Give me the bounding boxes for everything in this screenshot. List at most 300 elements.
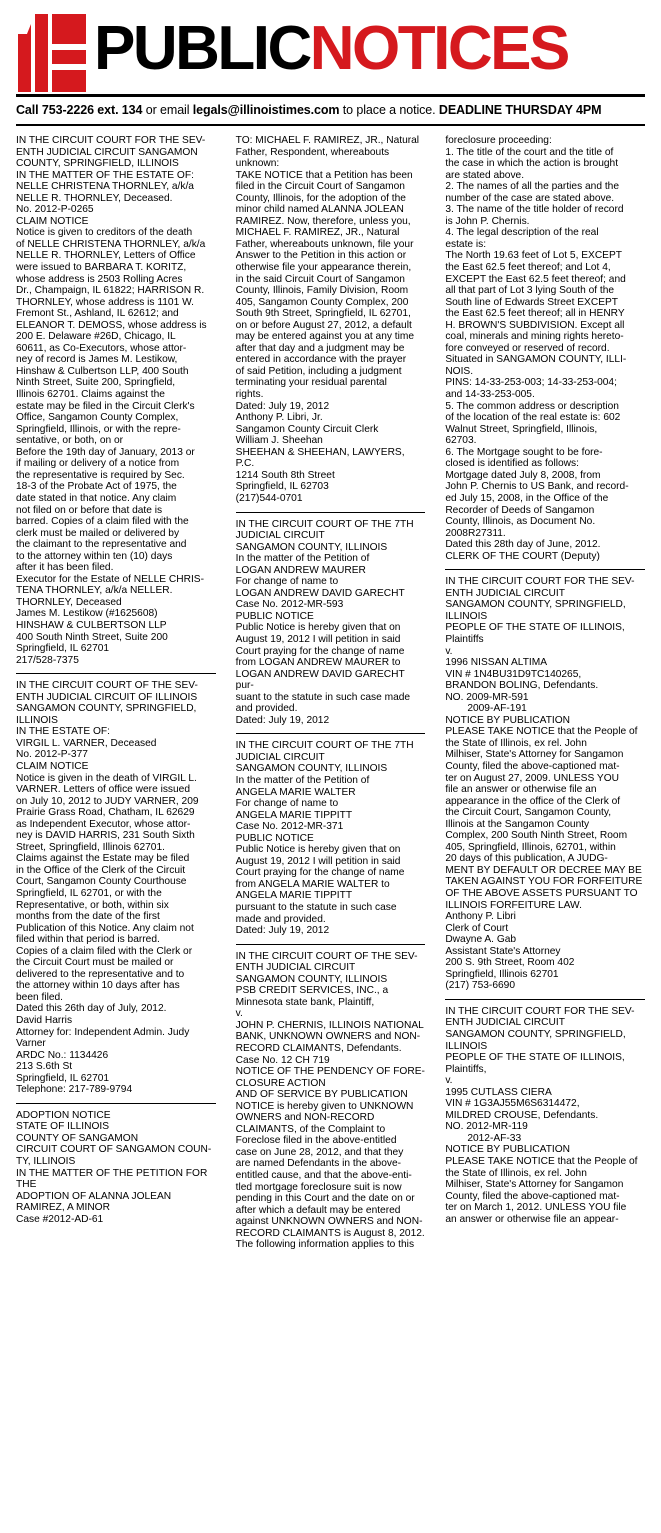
- notice-line: the State of Illinois, ex rel. John: [445, 1167, 587, 1179]
- notice-line: are named Defendants in the above-: [235, 1158, 402, 1170]
- deadline-text: DEADLINE THURSDAY 4PM: [438, 103, 602, 117]
- notice-divider: [445, 569, 645, 570]
- notice-line: PLEASE TAKE NOTICE that the People of: [445, 726, 638, 738]
- notice-line: BRANDON BOLING, Defendants.: [445, 680, 599, 692]
- notice-line: The following information applies to this: [235, 1239, 415, 1251]
- notice-line: Publication of this Notice. Any claim not: [16, 922, 194, 934]
- notice-line: filed in the Circuit Court of Sangamon: [235, 181, 405, 193]
- notice-line: JUDICIAL CIRCUIT: [235, 751, 325, 763]
- notice-line: TAKE NOTICE that a Petition has been: [235, 169, 413, 181]
- notice-line: estate may be filed in the Circuit Clerk's: [16, 400, 195, 412]
- notice-line: the claimant to the representative and: [16, 539, 187, 551]
- notice-line: SANGAMON COUNTY, SPRINGFIELD,: [445, 599, 626, 611]
- notice-line: of NELLE CHRISTENA THORNLEY, a/k/a: [16, 238, 206, 250]
- notice-line: ADOPTION NOTICE: [16, 1109, 111, 1121]
- notice-line: (217)544-0701: [235, 492, 303, 504]
- notice-divider: [445, 999, 645, 1000]
- notice-line: SANGAMON COUNTY, ILLINOIS: [235, 973, 388, 985]
- notice-line: 1214 South 8th Street: [235, 469, 335, 481]
- notice-line: if mailing or delivery of a notice from: [16, 458, 180, 470]
- notice-line: minor child named ALANNA JOLEAN: [235, 204, 404, 216]
- notice-line: SANGAMON COUNTY, SPRINGFIELD,: [16, 703, 197, 715]
- notice-line: v.: [235, 1008, 243, 1020]
- notice-line: entered in accordance with the prayer: [235, 354, 407, 366]
- notice-line: fore conveyed or reserved of record.: [445, 342, 610, 354]
- notice-line: been filed.: [16, 991, 64, 1003]
- notice-line: months from the date of the first: [16, 911, 160, 923]
- legal-notice: [236, 135, 426, 505]
- notice-line: delivered to the representative and to: [16, 968, 185, 980]
- notice-line: LOGAN ANDREW DAVID GARECHT pur-: [235, 668, 405, 692]
- notice-line: PEOPLE OF THE STATE OF ILLINOIS,: [445, 1052, 625, 1064]
- notice-line: Notice is given in the death of VIRGIL L.: [16, 772, 197, 784]
- notice-line: Foreclose filed in the above-entitled: [235, 1135, 397, 1147]
- notice-line: No. 2012-P-0265: [16, 204, 94, 216]
- notice-line: Office, Sangamon County Complex,: [16, 412, 179, 424]
- notice-line: IN THE CIRCUIT COURT OF THE 7TH: [235, 740, 414, 752]
- notice-line: the Circuit Court must be mailed or: [16, 957, 174, 969]
- notice-line: EXCEPT the East 62.5 feet thereof; and: [445, 273, 626, 285]
- notice-line: 2. The names of all the parties and the: [445, 181, 619, 193]
- notice-line: appearance in the office of the Clerk of: [445, 795, 621, 807]
- notice-line: IN THE CIRCUIT COURT OF THE 7TH: [235, 518, 414, 530]
- notice-line: 1995 CUTLASS CIERA: [445, 1086, 552, 1098]
- notice-line: Dated this 28th day of June, 2012.: [445, 539, 601, 551]
- notice-line: 200 S. 9th Street, Room 402: [445, 957, 575, 969]
- notice-line: IN THE CIRCUIT COURT FOR THE SEV-: [445, 576, 635, 588]
- notice-line: Situated in SANGAMON COUNTY, ILLI-: [445, 354, 627, 366]
- notice-line: IN THE CIRCUIT COURT FOR THE SEV-: [16, 135, 206, 146]
- notice-line: the East 62.5 feet thereof; and Lot 4,: [445, 262, 611, 274]
- notice-line: SANGAMON COUNTY, SPRINGFIELD,: [445, 1029, 626, 1041]
- contact-phone: Call 753-2226 ext. 134: [16, 103, 143, 117]
- notice-line: PINS: 14-33-253-003; 14-33-253-004;: [445, 377, 617, 389]
- notice-line: SANGAMON COUNTY, ILLINOIS: [235, 763, 388, 775]
- notice-line: COUNTY OF SANGAMON: [16, 1132, 139, 1144]
- notice-line: Illinois 62701. Claims against the: [16, 389, 165, 401]
- notice-line: rights.: [235, 389, 264, 401]
- notice-line: Copies of a claim filed with the Clerk or: [16, 945, 193, 957]
- notice-line: CLOSURE ACTION: [235, 1077, 326, 1089]
- notice-line: RAMIREZ. Now, therefore, unless you,: [235, 215, 411, 227]
- notice-line: Dated this 26th day of July, 2012.: [16, 1003, 167, 1015]
- notice-line: ILLINOIS FORFEITURE LAW.: [445, 899, 582, 911]
- notice-line: ENTH JUDICIAL CIRCUIT OF ILLINOIS: [16, 691, 198, 703]
- contact-line: [16, 97, 645, 124]
- notice-line: 2008R27311.: [445, 527, 506, 539]
- legal-notice: [236, 951, 426, 1251]
- notice-line: Varner: [16, 1038, 46, 1050]
- notice-line: OWNERS and NON-RECORD: [235, 1112, 375, 1124]
- notice-line: LOGAN ANDREW MAURER: [235, 564, 366, 576]
- notice-line: ney is DAVID HARRIS, 231 South Sixth: [16, 830, 195, 842]
- notice-line: ter on August 27, 2009. UNLESS YOU: [445, 772, 619, 784]
- masthead-rule-bottom: [16, 124, 645, 126]
- notice-line: made and provided.: [235, 913, 326, 925]
- notice-line: ter on March 1, 2012. UNLESS YOU file: [445, 1202, 627, 1214]
- notice-line: RECORD CLAIMANTS is August 8, 2012.: [235, 1227, 425, 1239]
- notice-line: coal, minerals and mining rights hereto-: [445, 331, 624, 343]
- notice-line: Father, Respondent, whereabouts: [235, 146, 390, 158]
- notice-line: August 19, 2012 I will petition in said: [235, 633, 401, 645]
- notice-line: to the attorney within ten (10) days: [16, 550, 173, 562]
- notice-line: South line of Edwards Street EXCEPT: [445, 296, 619, 308]
- notice-line: Milhiser, State's Attorney for Sangamon: [445, 749, 624, 761]
- notice-line: CLERK OF THE COURT (Deputy): [445, 550, 600, 562]
- notice-line: all that part of Lot 3 lying South of the: [445, 285, 615, 297]
- legal-notice: [16, 1110, 216, 1225]
- notice-line: the State of Illinois, ex rel. John: [445, 737, 587, 749]
- page-title: [94, 16, 645, 82]
- notice-divider: [16, 1103, 216, 1104]
- notice-line: sentative, or both, on or: [16, 435, 124, 447]
- notice-line: RECORD CLAIMANTS, Defendants.: [235, 1043, 402, 1055]
- column-3: [435, 135, 645, 1251]
- notice-line: NELLE CHRISTENA THORNLEY, a/k/a: [16, 181, 194, 193]
- notice-line: Representative, or both, within six: [16, 899, 169, 911]
- notice-line: as Independent Executor, whose attor-: [16, 818, 191, 830]
- notice-line: NOIS.: [445, 365, 474, 377]
- legal-notice: [16, 680, 216, 1096]
- notice-line: County, Illinois, as Document No.: [445, 516, 596, 528]
- notice-line: Executor for the Estate of NELLE CHRIS-: [16, 573, 204, 585]
- notice-line: ed July 15, 2008, in the Office of the: [445, 492, 609, 504]
- notice-line: the Circuit Court, Sangamon County,: [445, 807, 612, 819]
- notice-line: JUDICIAL CIRCUIT: [235, 530, 325, 542]
- notice-columns: [16, 135, 645, 1251]
- legal-notice: [445, 1006, 645, 1225]
- notice-line: David Harris: [16, 1015, 73, 1027]
- notice-line: an answer or otherwise file an appear-: [445, 1213, 619, 1225]
- notice-line: 217/528-7375: [16, 654, 79, 666]
- notice-line: Illinois at the Sangamon County: [445, 818, 590, 830]
- notice-line: Case No. 2012-MR-371: [235, 821, 344, 833]
- notice-line: 200 E. Delaware #26D, Chicago, IL: [16, 331, 176, 343]
- column-2: [226, 135, 436, 1251]
- notice-line: NOTICE is hereby given to UNKNOWN: [235, 1100, 414, 1112]
- notice-line: 18-3 of the Probate Act of 1975, the: [16, 481, 177, 493]
- notice-line: Notice is given to creditors of the death: [16, 227, 193, 239]
- notice-line: 400 South Ninth Street, Suite 200: [16, 631, 168, 643]
- notice-line: v.: [445, 645, 453, 657]
- notice-line: For change of name to: [235, 576, 339, 588]
- legal-notice: [236, 740, 426, 936]
- notice-line: 1. The title of the court and the title of: [445, 146, 614, 158]
- notice-line: Public Notice is hereby given that on: [235, 844, 401, 856]
- notice-line: County, Illinois, Family Division, Room: [235, 285, 409, 297]
- notice-line: THE: [16, 1179, 37, 1191]
- notice-line: and 14-33-253-005.: [445, 389, 535, 401]
- notice-line: CLAIM NOTICE: [16, 760, 89, 772]
- notice-line: (217) 753-6690: [445, 980, 515, 992]
- notice-line: barred. Copies of a claim filed with the: [16, 516, 189, 528]
- notice-line: and provided.: [235, 703, 298, 715]
- notice-line: against UNKNOWN OWNERS and NON-: [235, 1216, 423, 1228]
- notice-line: NELLE R. THORNLEY, Deceased.: [16, 192, 173, 204]
- notice-line: TENA THORNLEY, a/k/a NELLER.: [16, 585, 173, 597]
- notice-line: Springfield, Illinois, or with the repre-: [16, 423, 181, 435]
- notice-line: ILLINOIS: [445, 1040, 488, 1052]
- notice-line: ney of record is James M. Lestikow,: [16, 354, 178, 366]
- notice-line: foreclosure proceeding:: [445, 135, 552, 146]
- legal-notice: [445, 135, 645, 562]
- notice-line: 213 S.6th St: [16, 1061, 73, 1073]
- notice-line: MENT BY DEFAULT OR DECREE MAY BE: [445, 864, 642, 876]
- notice-line: Recorder of Deeds of Sangamon: [445, 504, 595, 516]
- masthead-title-wrap: [94, 14, 645, 82]
- notice-line: Plaintiffs,: [445, 1063, 487, 1075]
- notice-line: VARNER. Letters of office were issued: [16, 784, 191, 796]
- notice-line: LOGAN ANDREW DAVID GARECHT: [235, 587, 405, 599]
- title-notices: NOTICES: [309, 14, 568, 83]
- notice-line: 3. The name of the title holder of record: [445, 204, 624, 216]
- notice-line: Street, Springfield, Illinois 62701.: [16, 841, 165, 853]
- notice-line: CLAIM NOTICE: [16, 215, 89, 227]
- notice-line: Hinshaw & Culbertson LLP, 400 South: [16, 365, 189, 377]
- notice-line: filed within that period is barred.: [16, 934, 160, 946]
- notice-line: after which a default may be entered: [235, 1204, 401, 1216]
- contact-tail: to place a notice.: [339, 103, 439, 117]
- notice-line: SHEEHAN & SHEEHAN, LAWYERS, P.C.: [235, 446, 405, 470]
- notice-line: of said Petition, including a judgment: [235, 365, 402, 377]
- notice-line: 1996 NISSAN ALTIMA: [445, 657, 548, 669]
- notice-line: MILDRED CROUSE, Defendants.: [445, 1109, 599, 1121]
- notice-line: terminating your residual parental: [235, 377, 387, 389]
- column-1: [16, 135, 226, 1251]
- notice-line: IN THE MATTER OF THE ESTATE OF:: [16, 169, 194, 181]
- notice-line: Ninth Street, Suite 200, Springfield,: [16, 377, 176, 389]
- notice-line: Sangamon County Circuit Clerk: [235, 423, 379, 435]
- notice-line: 5. The common address or description: [445, 400, 619, 412]
- legal-notice: [16, 135, 216, 666]
- notice-line: in the said Circuit Court of Sangamon: [235, 273, 405, 285]
- notice-line: Complex, 200 South Ninth Street, Room: [445, 830, 628, 842]
- notice-line: HINSHAW & CULBERTSON LLP: [16, 619, 167, 631]
- notice-line: the East 62.5 feet thereof; all in HENRY: [445, 308, 625, 320]
- notice-line: clerk must be mailed or delivered by: [16, 527, 180, 539]
- notice-line: County, filed the above-captioned mat-: [445, 1190, 620, 1202]
- notice-line: is John P. Chernis.: [445, 215, 530, 227]
- notice-line: Anthony P. Libri, Jr.: [235, 412, 323, 424]
- notice-line: Fremont St., Ashland, IL 62612; and: [16, 308, 179, 320]
- notice-line: number of the case are stated above.: [445, 192, 615, 204]
- notice-line: RAMIREZ, A MINOR: [16, 1202, 110, 1214]
- notice-line: 62703.: [445, 435, 477, 447]
- notice-line: NOTICE BY PUBLICATION: [445, 714, 571, 726]
- notice-line: after it has been filed.: [16, 562, 114, 574]
- notice-divider: [236, 733, 426, 734]
- notice-line: Before the 19th day of January, 2013 or: [16, 446, 195, 458]
- notice-line: 405, Springfield, Illinois, 62701, within: [445, 841, 616, 853]
- notice-line: ENTH JUDICIAL CIRCUIT: [235, 962, 356, 974]
- notice-line: the attorney within 10 days after has: [16, 980, 180, 992]
- notice-line: tled mortgage foreclosure suit is now: [235, 1181, 402, 1193]
- notice-line: STATE OF ILLINOIS: [16, 1121, 110, 1133]
- notice-line: Telephone: 217-789-9794: [16, 1084, 133, 1096]
- notice-line: PUBLIC NOTICE: [235, 610, 314, 622]
- notice-line: August 19, 2012 I will petition in said: [235, 855, 401, 867]
- notice-line: whose address is 2503 Rolling Acres: [16, 273, 183, 285]
- notice-line: Attorney for: Independent Admin. Judy: [16, 1026, 190, 1038]
- notice-line: PSB CREDIT SERVICES, INC., a: [235, 985, 389, 997]
- notice-line: ELEANOR T. DEMOSS, whose address is: [16, 319, 207, 331]
- notice-line: PUBLIC NOTICE: [235, 832, 314, 844]
- notice-line: on July 10, 2012 to JUDY VARNER, 209: [16, 795, 199, 807]
- notice-line: file an answer or otherwise file an: [445, 784, 597, 796]
- notice-line: unknown:: [235, 158, 280, 170]
- notice-line: ENTH JUDICIAL CIRCUIT: [445, 1017, 565, 1029]
- notice-line: 6. The Mortgage sought to be fore-: [445, 446, 603, 458]
- notice-line: Prairie Grass Road, Chatham, IL 62629: [16, 807, 195, 819]
- notice-line: 4. The legal description of the real: [445, 227, 599, 239]
- notice-line: IN THE MATTER OF THE PETITION FOR: [16, 1167, 208, 1179]
- notice-line: TY, ILLINOIS: [16, 1156, 76, 1168]
- notice-line: not filed on or before that date is: [16, 504, 163, 516]
- contact-or: or email: [142, 103, 193, 117]
- notice-line: VIN # 1N4BU31D9TC140265,: [445, 668, 582, 680]
- notice-line: pursuant to the statute in such case: [235, 902, 397, 913]
- notice-line: OF THE ABOVE ASSETS PURSUANT TO: [445, 888, 638, 899]
- notice-line: ILLINOIS: [445, 610, 488, 622]
- notice-line: VIN # 1G3AJ55M6S6314472,: [445, 1098, 580, 1110]
- notice-line: ARDC No.: 1134426: [16, 1049, 109, 1061]
- notice-line: THORNLEY, Deceased: [16, 596, 122, 608]
- notice-divider: [16, 673, 216, 674]
- notice-line: NELLE R. THORNLEY, Letters of Office: [16, 250, 196, 262]
- contact-email[interactable]: legals@illinoistimes.com: [192, 103, 340, 117]
- notice-line: case on June 28, 2012, and that they: [235, 1146, 404, 1158]
- notice-line: IN THE CIRCUIT COURT OF THE SEV-: [16, 680, 198, 692]
- notice-line: Dwayne A. Gab: [445, 934, 517, 946]
- notice-line: ILLINOIS: [16, 714, 58, 726]
- notice-line: 60611, as Co-Executors, whose attor-: [16, 342, 187, 354]
- notice-line: Public Notice is hereby given that on: [235, 622, 401, 634]
- notice-line: Dated: July 19, 2012: [235, 714, 330, 726]
- notice-line: John P. Chernis to US Bank, and record-: [445, 481, 629, 493]
- notice-divider: [236, 944, 426, 945]
- notice-line: PLEASE TAKE NOTICE that the People of: [445, 1156, 638, 1168]
- notice-line: are stated above.: [445, 169, 525, 181]
- notice-line: William J. Sheehan: [235, 435, 323, 447]
- notice-line: AND OF SERVICE BY PUBLICATION: [235, 1089, 408, 1101]
- notice-line: Court praying for the change of name: [235, 645, 405, 657]
- notice-line: Father, whereabouts unknown, file your: [235, 238, 414, 250]
- notice-line: the case in which the action is brought: [445, 158, 619, 170]
- notice-line: pending in this Court and the date on or: [235, 1193, 415, 1205]
- notice-line: County, Illinois, for the adoption of the: [235, 192, 406, 204]
- notice-line: on or before August 27, 2012, a default: [235, 319, 412, 331]
- notice-line: Court, Sangamon County Courthouse: [16, 876, 187, 888]
- notice-line: No. 2012-P-377: [16, 749, 88, 761]
- notice-line: Dr., Champaign, IL 61822; HARRISON R.: [16, 285, 205, 297]
- notice-line: VIRGIL L. VARNER, Deceased: [16, 737, 157, 749]
- notice-line: Springfield, Illinois 62701: [445, 968, 559, 980]
- notice-line: Mortgage dated July 8, 2008, from: [445, 469, 601, 481]
- notice-line: Springfield, IL 62701: [16, 1072, 110, 1084]
- notice-line: ENTH JUDICIAL CIRCUIT SANGAMON: [16, 146, 198, 158]
- notice-line: Plaintiffs: [445, 633, 484, 645]
- notice-line: IN THE CIRCUIT COURT FOR THE SEV-: [445, 1005, 635, 1017]
- notice-line: In the matter of the Petition of: [235, 774, 370, 786]
- notice-line: Springfield, IL 62701, or with the: [16, 888, 162, 899]
- notice-line: JOHN P. CHERNIS, ILLINOIS NATIONAL: [235, 1019, 424, 1031]
- notice-line: NO. 2012-MR-119: [445, 1121, 528, 1133]
- notice-line: ANGELA MARIE WALTER: [235, 786, 356, 798]
- notice-line: CIRCUIT COURT OF SANGAMON COUN-: [16, 1144, 212, 1156]
- notice-line: County, filed the above-captioned mat-: [445, 760, 620, 772]
- notice-line: BANK, UNKNOWN OWNERS and NON-: [235, 1031, 421, 1043]
- notice-line: 2009-AF-191: [467, 703, 527, 715]
- notice-line: Anthony P. Libri: [445, 911, 516, 923]
- notice-line: may be entered against you at any time: [235, 331, 415, 343]
- notice-line: The North 19.63 feet of Lot 5, EXCEPT: [445, 250, 622, 262]
- notice-line: estate is:: [445, 238, 487, 250]
- legal-notice: [445, 576, 645, 992]
- notice-line: 405, Sangamon County Complex, 200: [235, 296, 409, 308]
- notice-line: CLAIMANTS, of the Complaint to: [235, 1123, 386, 1135]
- notice-line: IN THE ESTATE OF:: [16, 726, 110, 738]
- notice-line: in the Office of the Clerk of the Circuit: [16, 864, 186, 876]
- notice-line: ADOPTION OF ALANNA JOLEAN: [16, 1190, 172, 1202]
- notice-line: closed is identified as follows:: [445, 458, 579, 470]
- notice-line: Case #2012-AD-61: [16, 1213, 104, 1225]
- notice-line: COUNTY, SPRINGFIELD, ILLINOIS: [16, 158, 179, 170]
- notice-line: after that day and a judgment may be: [235, 342, 405, 354]
- notice-line: the representative is required by Sec.: [16, 469, 185, 481]
- legal-notice: [236, 519, 426, 727]
- notice-line: 20 days of this publication, A JUDG-: [445, 853, 608, 865]
- notice-line: from ANGELA MARIE WALTER to: [235, 878, 390, 890]
- notice-line: ANGELA MARIE TIPPITT: [235, 890, 353, 902]
- notice-line: NO. 2009-MR-591: [445, 691, 529, 703]
- notice-line: For change of name to: [235, 798, 339, 810]
- notice-line: ENTH JUDICIAL CIRCUIT: [445, 587, 565, 599]
- notice-divider: [236, 512, 426, 513]
- notice-line: South 9th Street, Springfield, IL 62701,: [235, 308, 411, 320]
- notice-line: IN THE CIRCUIT COURT OF THE SEV-: [235, 950, 418, 962]
- notice-line: Springfield, IL 62703: [235, 481, 329, 493]
- notice-line: MICHAEL F. RAMIREZ, JR., Natural: [235, 227, 400, 239]
- notice-line: from LOGAN ANDREW MAURER to: [235, 657, 401, 669]
- notice-line: Claims against the Estate may be filed: [16, 853, 190, 865]
- masthead: [16, 14, 645, 92]
- notice-line: Milhiser, State's Attorney for Sangamon: [445, 1179, 624, 1191]
- notice-line: otherwise file your appearance therein,: [235, 262, 412, 274]
- notice-line: H. BROWN'S SUBDIVISION. Except all: [445, 319, 625, 331]
- notice-line: were issued to BARBARA T. KORITZ,: [16, 262, 187, 274]
- notice-line: PEOPLE OF THE STATE OF ILLINOIS,: [445, 622, 625, 634]
- notice-line: Case No. 2012-MR-593: [235, 599, 344, 611]
- notice-line: v.: [445, 1075, 453, 1087]
- notice-line: In the matter of the Petition of: [235, 553, 370, 565]
- notice-line: THORNLEY, whose address is 1101 W.: [16, 296, 194, 308]
- notice-line: ANGELA MARIE TIPPITT: [235, 809, 353, 821]
- notice-line: SANGAMON COUNTY, ILLINOIS: [235, 541, 388, 553]
- notice-line: of the location of the real estate is: 602: [445, 412, 621, 424]
- notice-line: Assistant State's Attorney: [445, 945, 561, 957]
- notice-line: NOTICE OF THE PENDENCY OF FORE-: [235, 1066, 425, 1078]
- notice-line: James M. Lestikow (#1625608): [16, 608, 158, 620]
- notice-line: Dated: July 19, 2012: [235, 400, 330, 412]
- notice-line: suant to the statute in such case made: [235, 691, 411, 703]
- notice-line: Court praying for the change of name: [235, 867, 405, 879]
- notice-line: Answer to the Petition in this action or: [235, 250, 407, 262]
- notice-line: Springfield, IL 62701: [16, 643, 110, 655]
- notice-line: entitled cause, and that the above-enti-: [235, 1170, 412, 1182]
- notice-line: Walnut Street, Springfield, Illinois,: [445, 423, 598, 435]
- illinois-times-logo-icon: [16, 14, 88, 92]
- notice-line: Clerk of Court: [445, 922, 509, 934]
